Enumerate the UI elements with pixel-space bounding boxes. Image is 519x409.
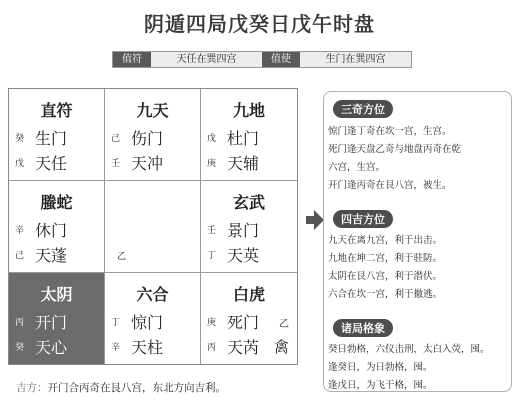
- god-label: 直符: [40, 101, 73, 120]
- door-label: 景门: [227, 221, 260, 240]
- palace-cell-center: [105, 181, 201, 273]
- section-line: 太阴在艮八宫，利于潜伏。: [328, 271, 443, 282]
- stem-label: 壬: [111, 159, 121, 169]
- star-label: 天芮: [227, 338, 260, 357]
- stem-label: 己: [111, 134, 121, 144]
- god-label: 太阴: [40, 285, 73, 304]
- door-label: 死门: [227, 313, 260, 332]
- stem-label: 丁: [111, 318, 121, 328]
- extra-star-label: 禽: [273, 338, 289, 356]
- star-label: 天任: [35, 154, 68, 173]
- palace-cell-zhen: [9, 181, 105, 273]
- stem-label: 戊: [15, 159, 25, 169]
- section-line: 惊门逢丁奇在坎一宫，生宫。: [328, 126, 452, 137]
- analysis-panel: [323, 91, 512, 392]
- palace-cell-kun: [201, 89, 297, 181]
- section-line: 逢癸日，为日勃格，囤。: [328, 362, 433, 373]
- stem-label: 辛: [111, 343, 121, 353]
- palace-cell-li: [105, 89, 201, 181]
- info-tag-zhifu: 值符: [113, 52, 151, 67]
- section-title-siji: 四吉方位: [333, 210, 393, 228]
- stem-label: 庚: [207, 318, 217, 328]
- door-label: 惊门: [131, 313, 164, 332]
- stem-label: 己: [15, 251, 25, 261]
- door-label: 杜门: [227, 129, 260, 148]
- arrow-right-icon: [306, 210, 324, 230]
- star-label: 天英: [227, 246, 260, 265]
- star-label: 天柱: [131, 338, 164, 357]
- door-label: 生门: [35, 129, 68, 148]
- stem-label: 丁: [207, 251, 217, 261]
- god-label: 玄武: [232, 193, 265, 212]
- god-label: 螣蛇: [40, 193, 73, 212]
- section-text-sanqi: [328, 123, 511, 195]
- section-line: 死门逢天盘乙奇与地盘丙奇在乾: [328, 144, 462, 155]
- center-stem-label: 乙: [117, 252, 127, 262]
- section-line: 六合在坎一宫，利于撤逃。: [328, 289, 443, 300]
- palace-cell-dui: [201, 181, 297, 273]
- section-line: 六宫，生宫。: [328, 162, 386, 173]
- door-label: 伤门: [131, 129, 164, 148]
- section-line: 开门逢丙奇在艮八宫，被生。: [328, 180, 452, 191]
- info-value-zhifu: 天任在巽四宫: [151, 52, 262, 67]
- section-line: 九地在坤二宫，利于驻防。: [328, 253, 443, 264]
- palace-cell-xun: [9, 89, 105, 181]
- stem-label: 庚: [207, 159, 217, 169]
- footer-label: 吉方：: [16, 382, 48, 394]
- god-label: 九地: [232, 101, 265, 120]
- palace-cell-kan: [105, 273, 201, 364]
- footer-text: 开门合丙奇在艮八宫，东北方向吉利。: [47, 382, 226, 394]
- stem-label: 戊: [207, 134, 217, 144]
- page-title: 阴遁四局戊癸日戊午时盘: [144, 12, 375, 36]
- star-label: 天冲: [131, 154, 164, 173]
- section-text-geju: [328, 341, 511, 395]
- section-line: 癸日勃格，六仪击刑，太白入荧，囤。: [328, 344, 490, 355]
- palace-cell-qian: [201, 273, 297, 364]
- stem-label: 丙: [15, 318, 25, 328]
- god-label: 白虎: [232, 285, 265, 304]
- info-bar: [112, 51, 412, 68]
- god-label: 六合: [136, 285, 169, 304]
- extra-stem-label: 乙: [279, 319, 289, 330]
- star-label: 天蓬: [35, 246, 68, 265]
- star-label: 天辅: [227, 154, 260, 173]
- stem-label: 癸: [15, 343, 25, 353]
- god-label: 九天: [136, 101, 169, 120]
- door-label: 开门: [35, 313, 68, 332]
- section-line: 九天在离九宫，利于出击。: [328, 235, 443, 246]
- door-label: 休门: [35, 221, 68, 240]
- palace-grid: [8, 88, 298, 365]
- auspicious-direction-note: [16, 380, 226, 395]
- palace-cell-gen: [9, 273, 105, 364]
- section-title-sanqi: 三奇方位: [333, 100, 393, 118]
- info-value-zhishi: 生门在巽四宫: [300, 52, 411, 67]
- info-tag-zhishi: 值使: [262, 52, 300, 67]
- section-title-geju: 诸局格象: [333, 319, 393, 337]
- section-text-siji: [328, 232, 511, 304]
- stem-label: 癸: [15, 134, 25, 144]
- section-line: 逢戊日，为飞干格，囤。: [328, 380, 433, 391]
- stem-label: 壬: [207, 226, 217, 236]
- star-label: 天心: [35, 338, 68, 357]
- stem-label: 辛: [15, 226, 25, 236]
- stem-label: 丙: [207, 343, 217, 353]
